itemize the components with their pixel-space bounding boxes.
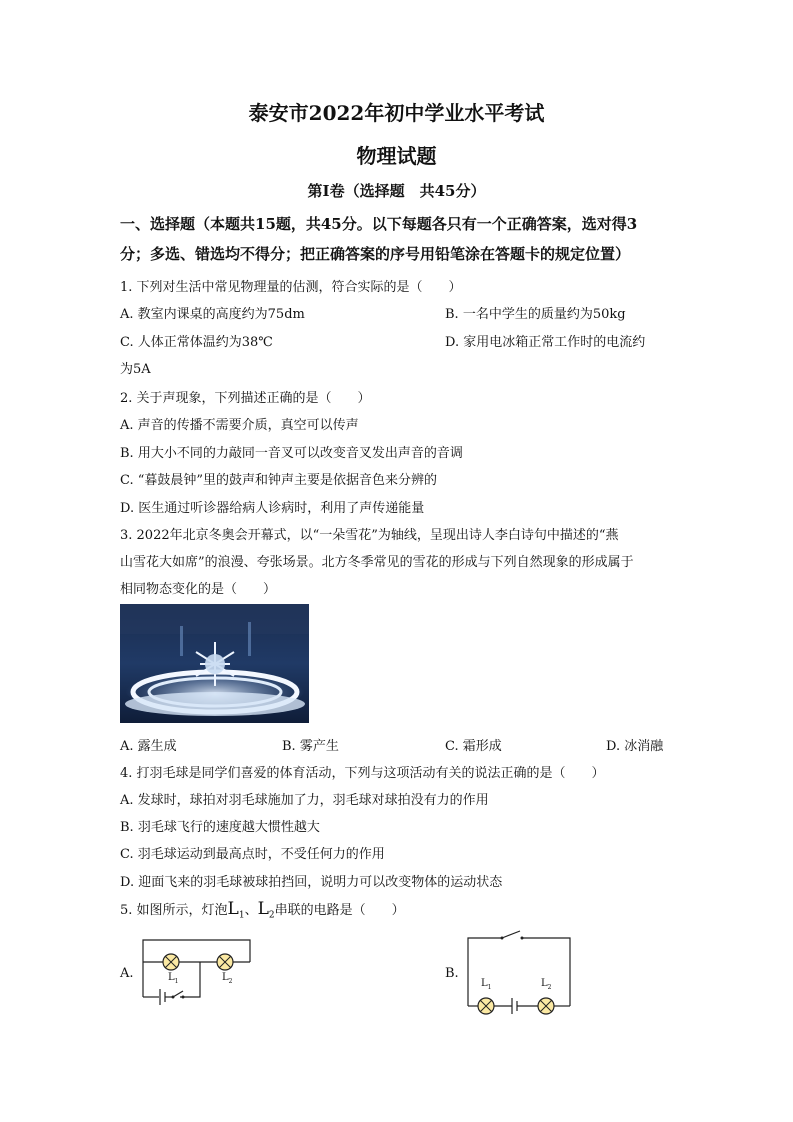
- q1-option-d-cont: 为5A: [120, 362, 151, 377]
- q5-l2: L: [257, 899, 269, 919]
- q2-option-c: C. “暮鼓晨钟”里的鼓声和钟声主要是依据音色来分辨的: [120, 473, 438, 488]
- q3-option-a: A. 露生成: [120, 739, 177, 754]
- q4-option-d: D. 迎面飞来的羽毛球被球拍挡回，说明力可以改变物体的运动状态: [120, 875, 503, 890]
- q5-sep: 、: [244, 903, 258, 918]
- q4-option-c: C. 羽毛球运动到最高点时，不受任何力的作用: [120, 847, 385, 862]
- section-heading-line1: 一、选择题（本题共15题，共45分。以下每题各只有一个正确答案，选对得3: [120, 215, 638, 233]
- q4-option-b: B. 羽毛球飞行的速度越大惯性越大: [120, 820, 320, 835]
- q5-l2-sub: 2: [268, 910, 275, 921]
- q5-option-b-label: B.: [445, 966, 459, 981]
- q3-option-d: D. 冰消融: [606, 739, 664, 754]
- circuit-a-lamp2-label: $L_2$: [222, 972, 233, 985]
- q1-option-a: A. 教室内课桌的高度约为75dm: [120, 307, 305, 322]
- q3-stem-line2: 山雪花大如席”的浪漫、夸张场景。北方冬季常见的雪花的形成与下列自然现象的形成属于: [120, 555, 634, 570]
- q1-stem: 1. 下列对生活中常见物理量的估测，符合实际的是（ ）: [120, 280, 462, 295]
- olympic-snowflake-photo: [120, 604, 309, 723]
- q4-option-a: A. 发球时，球拍对羽毛球施加了力，羽毛球对球拍没有力的作用: [120, 793, 489, 808]
- q5-stem: [120, 899, 405, 921]
- subject-title: 物理试题: [356, 144, 437, 168]
- circuit-diagram-a: [135, 935, 260, 1010]
- q5-option-a-label: A.: [120, 966, 134, 981]
- q2-stem: 2. 关于声现象，下列描述正确的是（ ）: [120, 391, 371, 406]
- q5-stem-pre: 5. 如图所示，灯泡: [120, 903, 228, 918]
- q1-option-b: B. 一名中学生的质量约为50kg: [445, 307, 626, 322]
- q2-option-a: A. 声音的传播不需要介质，真空可以传声: [120, 418, 359, 433]
- circuit-b-lamp1-label: $L_1$: [481, 978, 492, 991]
- q1-option-d: D. 家用电冰箱正常工作时的电流约: [445, 335, 646, 350]
- volume-heading: 第Ⅰ卷（选择题 共45分）: [307, 182, 486, 200]
- q1-option-c: C. 人体正常体温约为38℃: [120, 335, 273, 350]
- q2-option-b: B. 用大小不同的力敲同一音叉可以改变音叉发出声音的音调: [120, 446, 463, 461]
- q3-option-b: B. 雾产生: [282, 739, 339, 754]
- q2-option-d: D. 医生通过听诊器给病人诊病时，利用了声传递能量: [120, 501, 425, 516]
- q5-l1: L: [227, 899, 239, 919]
- q5-l1-sub: 1: [238, 910, 245, 921]
- q4-stem: 4. 打羽毛球是同学们喜爱的体育活动，下列与这项活动有关的说法正确的是（ ）: [120, 766, 605, 781]
- circuit-diagram-b: [460, 928, 575, 1020]
- q3-option-c: C. 霜形成: [445, 739, 502, 754]
- q3-stem-line1: 3. 2022年北京冬奥会开幕式，以“一朵雪花”为轴线，呈现出诗人李白诗句中描述的“燕: [120, 528, 619, 543]
- q3-stem-line3: 相同物态变化的是（ ）: [120, 582, 277, 597]
- section-heading-line2: 分；多选、错选均不得分；把正确答案的序号用铅笔涂在答题卡的规定位置）: [120, 245, 631, 263]
- lamp-icon: [478, 998, 554, 1014]
- exam-title: 泰安市2022年初中学业水平考试: [248, 101, 545, 125]
- circuit-b-lamp2-label: $L_2$: [541, 978, 552, 991]
- q5-stem-post: 串联的电路是（ ）: [274, 903, 405, 918]
- circuit-a-lamp1-label: $L_1$: [168, 972, 179, 985]
